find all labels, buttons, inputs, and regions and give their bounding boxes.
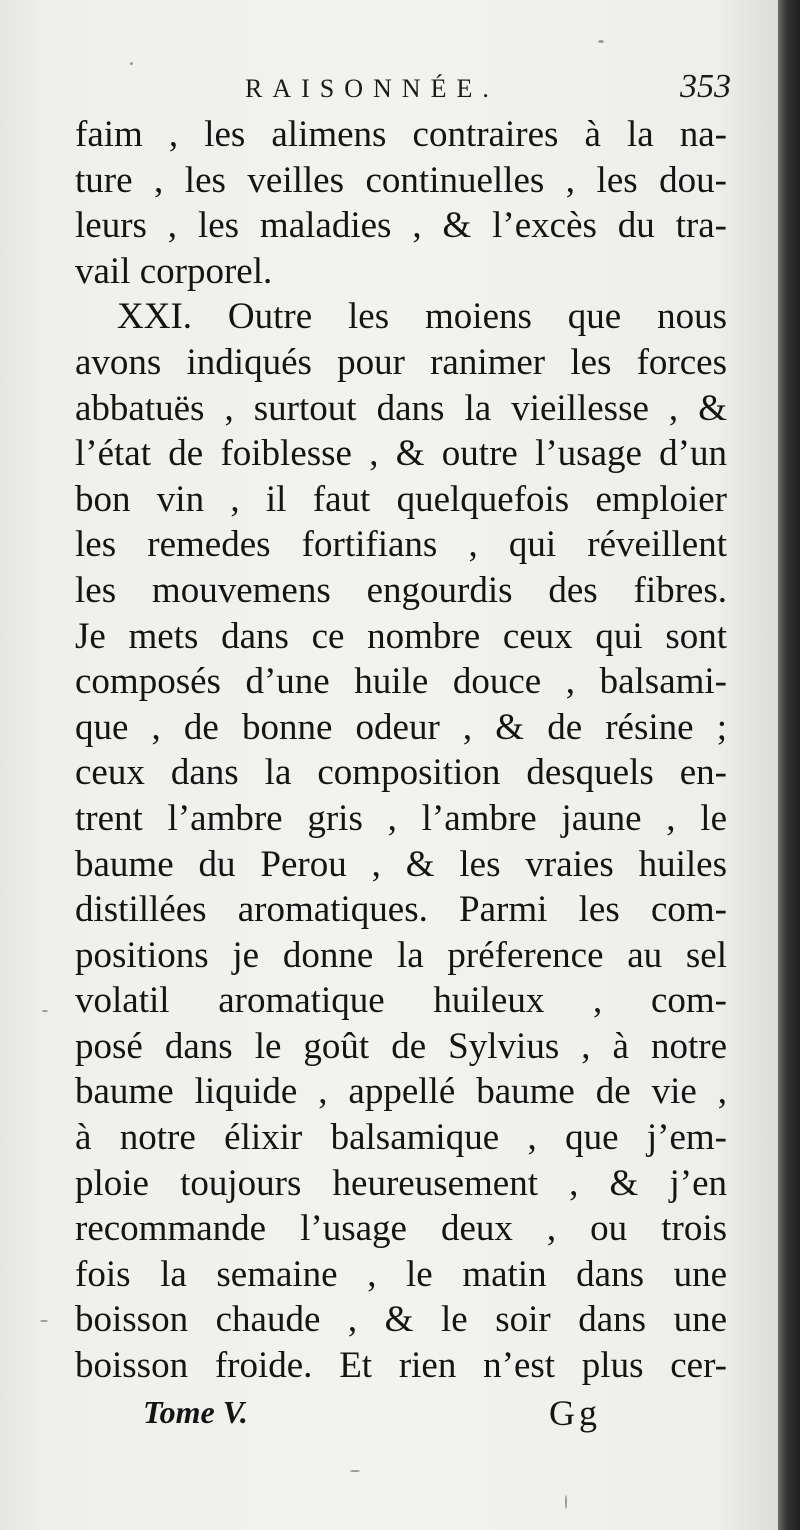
running-head: RAISONNÉE. [245,74,499,103]
text-line: distillées aromatiques. Parmi les com- [75,889,727,931]
paper-speck [42,1010,48,1012]
paper-speck [598,40,604,43]
text-line: baume du Perou , & les vraies huiles [75,843,727,885]
text-line: recommande l’usage deux , ou trois [75,1208,727,1250]
paper-speck [350,1470,360,1472]
page-number: 353 [680,68,731,105]
text-line: ploie toujours heureusement , & j’en [75,1162,727,1204]
text-line: trent l’ambre gris , l’ambre jaune , le [75,797,727,839]
signature-letters: Gg [549,1393,601,1433]
text-line: positions je donne la préference au sel [75,934,727,976]
text-line: faim , les alimens contraires à la na- [75,114,727,155]
text-line: boisson chaude , & le soir dans une [75,1299,727,1341]
text-line: abbatuës , surtout dans la vieillesse , & [75,387,727,429]
text-line: fois la semaine , le matin dans une [75,1253,727,1295]
scan-edge-shadow [778,0,800,1530]
text-line: bon vin , il faut quelquefois emploier [75,478,727,520]
text-line: boisson froide. Et rien n’est plus cer- [75,1345,727,1387]
text-line: vail corporel. [75,250,273,292]
paper-speck [130,62,133,65]
text-line: composés d’une huile douce , balsami- [75,661,727,703]
text-line: les mouvemens engourdis des fibres. [75,569,727,611]
text-line: Je mets dans ce nombre ceux qui sont [75,615,727,657]
paper-speck [40,1320,48,1322]
text-line: que , de bonne odeur , & de résine ; [75,706,727,748]
text-line: ceux dans la composition desquels en- [75,752,727,794]
text-line: baume liquide , appellé baume de vie , [75,1071,727,1113]
text-line: avons indiqués pour ranimer les forces [75,341,727,383]
text-line: posé dans le goût de Sylvius , à notre [75,1025,727,1067]
text-line: volatil aromatique huileux , com- [75,980,727,1022]
page-header [75,68,735,108]
signature-mark: Tome V. [143,1394,248,1430]
text-line: ture , les veilles continuelles , les dou- [75,159,727,201]
text-line: XXI. Outre les moiens que nous [117,296,727,338]
text-line: leurs , les maladies , & l’excès du tra- [75,205,727,247]
text-line: l’état de foiblesse , & outre l’usage d’un [75,433,727,475]
text-line: les remedes fortifians , qui réveillent [75,524,727,566]
text-line: à notre élixir balsamique , que j’em- [75,1117,727,1159]
body-text [75,112,727,1389]
paper-speck [565,1495,567,1509]
page-footer [75,1390,727,1440]
